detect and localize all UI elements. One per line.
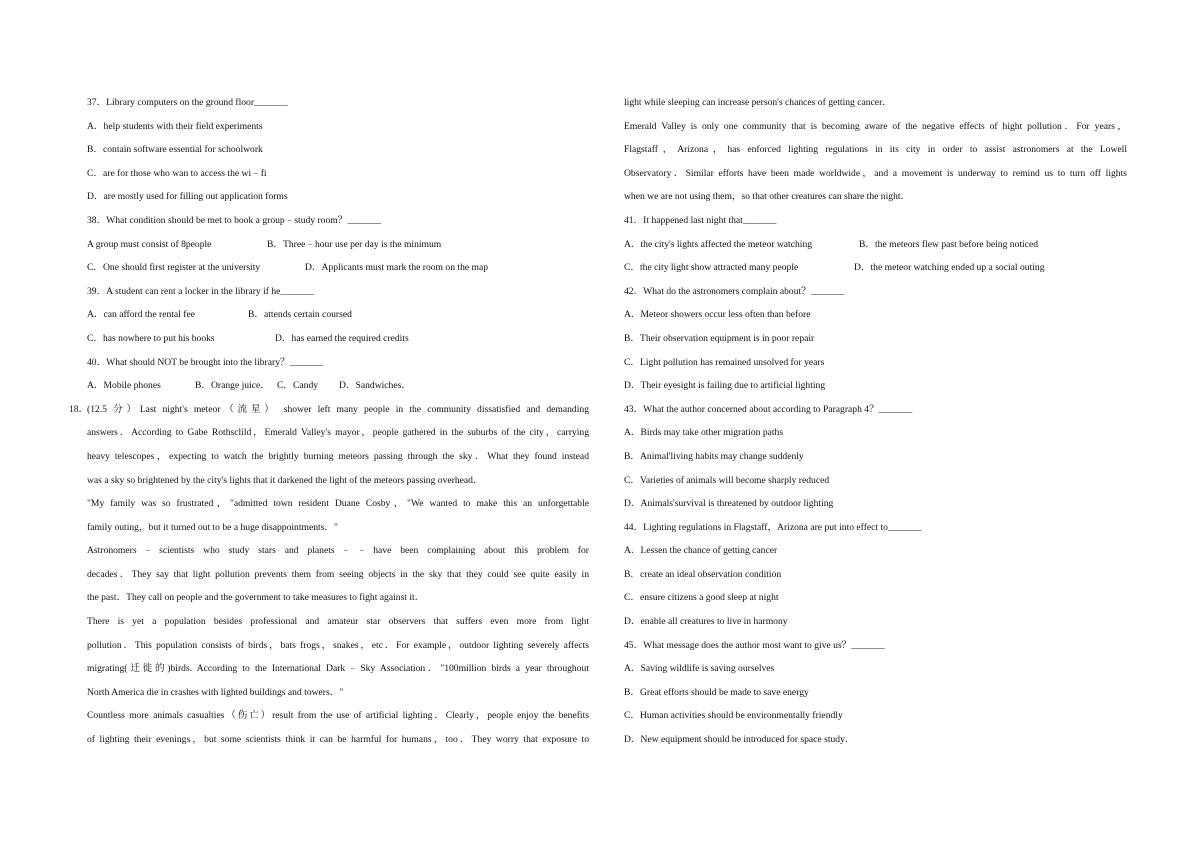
q42-option-d: D．Their eyesight is failing due to artificial lighting	[624, 380, 826, 392]
q40-option-b: B．Orange juice．	[195, 380, 270, 392]
q41-options-row1	[624, 233, 1127, 257]
q42-stem: 42．What do the astronomers complain about？_______	[624, 285, 845, 297]
left-column	[69, 91, 589, 752]
q40-option-d: D．Sandwiches．	[339, 380, 411, 392]
q41-stem: 41．It happened last night that_______	[624, 214, 777, 226]
q39-option-d: D．has earned the required credits	[275, 332, 409, 344]
passage-line-11: pollution．This population consists of birds，bats frogs，snakes，etc．For example，outdoor lighting severely affects	[87, 639, 589, 651]
q41-option-b: B．the meteors flew past before being noticed	[859, 238, 1039, 250]
q43-option-a: A．Birds may take other migration paths	[624, 427, 784, 439]
q38-option-c: C．One should first register at the university	[87, 262, 261, 274]
passage-line-6: family outing，but it turned out to be a huge disappointments．"	[87, 521, 338, 533]
passage-line-7: Astronomers﹣scientists who study stars and planets﹣﹣have been complaining about this problem for	[87, 545, 589, 557]
q39-option-b: B．attends certain coursed	[248, 309, 352, 321]
passage-line-13: North America die in crashes with lighted buildings and towers．"	[87, 686, 344, 698]
q43-option-d: D．Animals'survival is threatened by outdoor lighting	[624, 498, 834, 510]
q41-options-row2	[624, 256, 1127, 280]
q37-option-c: C．are for those who wan to access the wi﹣fi	[87, 167, 267, 179]
passage-cont-line-2: Emerald Valley is only one community that is becoming aware of the negative effects of hight pollution．For years，	[624, 120, 1127, 132]
q38-option-a: A group must consist of 8people	[87, 238, 212, 250]
q38-option-d: D．Applicants must mark the room on the map	[305, 262, 489, 274]
q39-options-row1	[87, 303, 589, 327]
q39-option-a: A．can afford the rental fee	[87, 309, 195, 321]
passage-line-12: migrating(迁徙的)birds. According to the International Dark﹣Sky Association．"100million birds a year throughout	[87, 663, 589, 675]
q44-option-c: C．ensure citizens a good sleep at night	[624, 592, 779, 604]
passage-line-9: the past．They call on people and the government to take measures to fight against it．	[87, 592, 425, 604]
q39-options-row2	[87, 327, 589, 351]
q42-option-c: C．Light pollution has remained unsolved for years	[624, 356, 825, 368]
q37-option-b: B．contain software essential for schoolwork	[87, 144, 263, 156]
q38-options-row1	[87, 233, 589, 257]
passage-number: 18．	[69, 403, 89, 415]
right-column	[624, 91, 1127, 752]
q40-options	[87, 374, 589, 398]
q40-option-c: C．Candy	[277, 380, 319, 392]
passage-cont-line-1: light while sleeping can increase person's chances of getting cancer．	[624, 97, 892, 108]
q44-option-a: A．Lessen the chance of getting cancer	[624, 545, 778, 557]
q43-option-c: C．Varieties of animals will become sharply reduced	[624, 474, 830, 486]
q39-stem: 39．A student can rent a locker in the library if he_______	[87, 285, 314, 297]
passage-line-14: Countless more animals casualties（伤亡）result from the use of artificial lighting．Clearly，people enjoy the benefits	[87, 710, 589, 722]
q42-option-a: A．Meteor showers occur less often than before	[624, 309, 811, 321]
q40-stem: 40．What should NOT be brought into the library？_______	[87, 356, 324, 368]
q41-option-c: C．the city light show attracted many people	[624, 262, 799, 274]
passage-line-4: was a sky so brightened by the city's lights that it darkened the light of the meteors passing overhead．	[87, 474, 483, 486]
passage-line-3: heavy telescopes，expecting to watch the brightly burning meteors passing through the sky．What they found instead	[87, 450, 589, 462]
q42-option-b: B．Their observation equipment is in poor repair	[624, 332, 815, 344]
passage-line-10: There is yet a population besides professional and amateur star observers that suffers even more from light	[87, 616, 589, 628]
q44-option-b: B．create an ideal observation condition	[624, 568, 782, 580]
passage-line-5: "My family was so frustrated，"admitted town resident Duane Cosby，"We wanted to make this an unforgettable	[87, 498, 589, 510]
q43-stem: 43．What the author concerned about according to Paragraph 4？_______	[624, 403, 913, 415]
q40-option-a: A．Mobile phones	[87, 380, 161, 392]
passage-cont-line-4: Observatory．Similar efforts have been made worldwide，and a movement is underway to remind us to turn off lights	[624, 167, 1127, 179]
q37-stem: 37．Library computers on the ground floor_______	[87, 97, 288, 108]
q38-options-row2	[87, 256, 589, 280]
q43-option-b: B．Animal'living habits may change suddenly	[624, 450, 804, 462]
q37-option-d: D．are mostly used for filling out application forms	[87, 191, 288, 203]
passage-line-2: answers．According to Gabe Rothsclild，Emerald Valley's mayor，people gathered in the suburbs of the city，carrying	[87, 427, 589, 439]
q37-option-a: A．help students with their field experiments	[87, 120, 263, 132]
q45-stem: 45．What message does the author most want to give us？_______	[624, 639, 885, 651]
q39-option-c: C．has nowhere to put his books	[87, 332, 215, 344]
q41-option-a: A．the city's lights affected the meteor watching	[624, 238, 813, 250]
q45-option-d: D．New equipment should be introduced for space study．	[624, 734, 855, 746]
q41-option-d: D．the meteor watching ended up a social outing	[854, 262, 1045, 274]
passage-line-15: of lighting their evenings，but some scientists think it can be harmful for humans，too．They worry that exposure to	[87, 734, 589, 746]
q38-stem: 38．What condition should be met to book a group﹣study room？_______	[87, 214, 381, 226]
q45-option-a: A．Saving wildlife is saving ourselves	[624, 663, 775, 675]
q45-option-c: C．Human activities should be environmentally friendly	[624, 710, 843, 722]
passage-line-1: 18． (12.5 分）Last night's meteor（流星） shower left many people in the community dissatisfied and demanding	[87, 398, 589, 422]
q44-option-d: D．enable all creatures to live in harmony	[624, 616, 788, 628]
q44-stem: 44．Lighting regulations in Flagstaff，Arizona are put into effect to_______	[624, 521, 922, 533]
passage-line-8: decades．They say that light pollution prevents them from seeing objects in the sky that they could see quite easily in	[87, 568, 589, 580]
passage-cont-line-5: when we are not using them，so that other creatures can share the night．	[624, 191, 911, 203]
q45-option-b: B．Great efforts should be made to save energy	[624, 686, 809, 698]
q38-option-b: B．Three﹣hour use per day is the minimum	[267, 238, 442, 250]
passage-cont-line-3: Flagstaff，Arizona，has enforced lighting regulations in its city in order to assist astronomers at the Lowell	[624, 144, 1127, 156]
